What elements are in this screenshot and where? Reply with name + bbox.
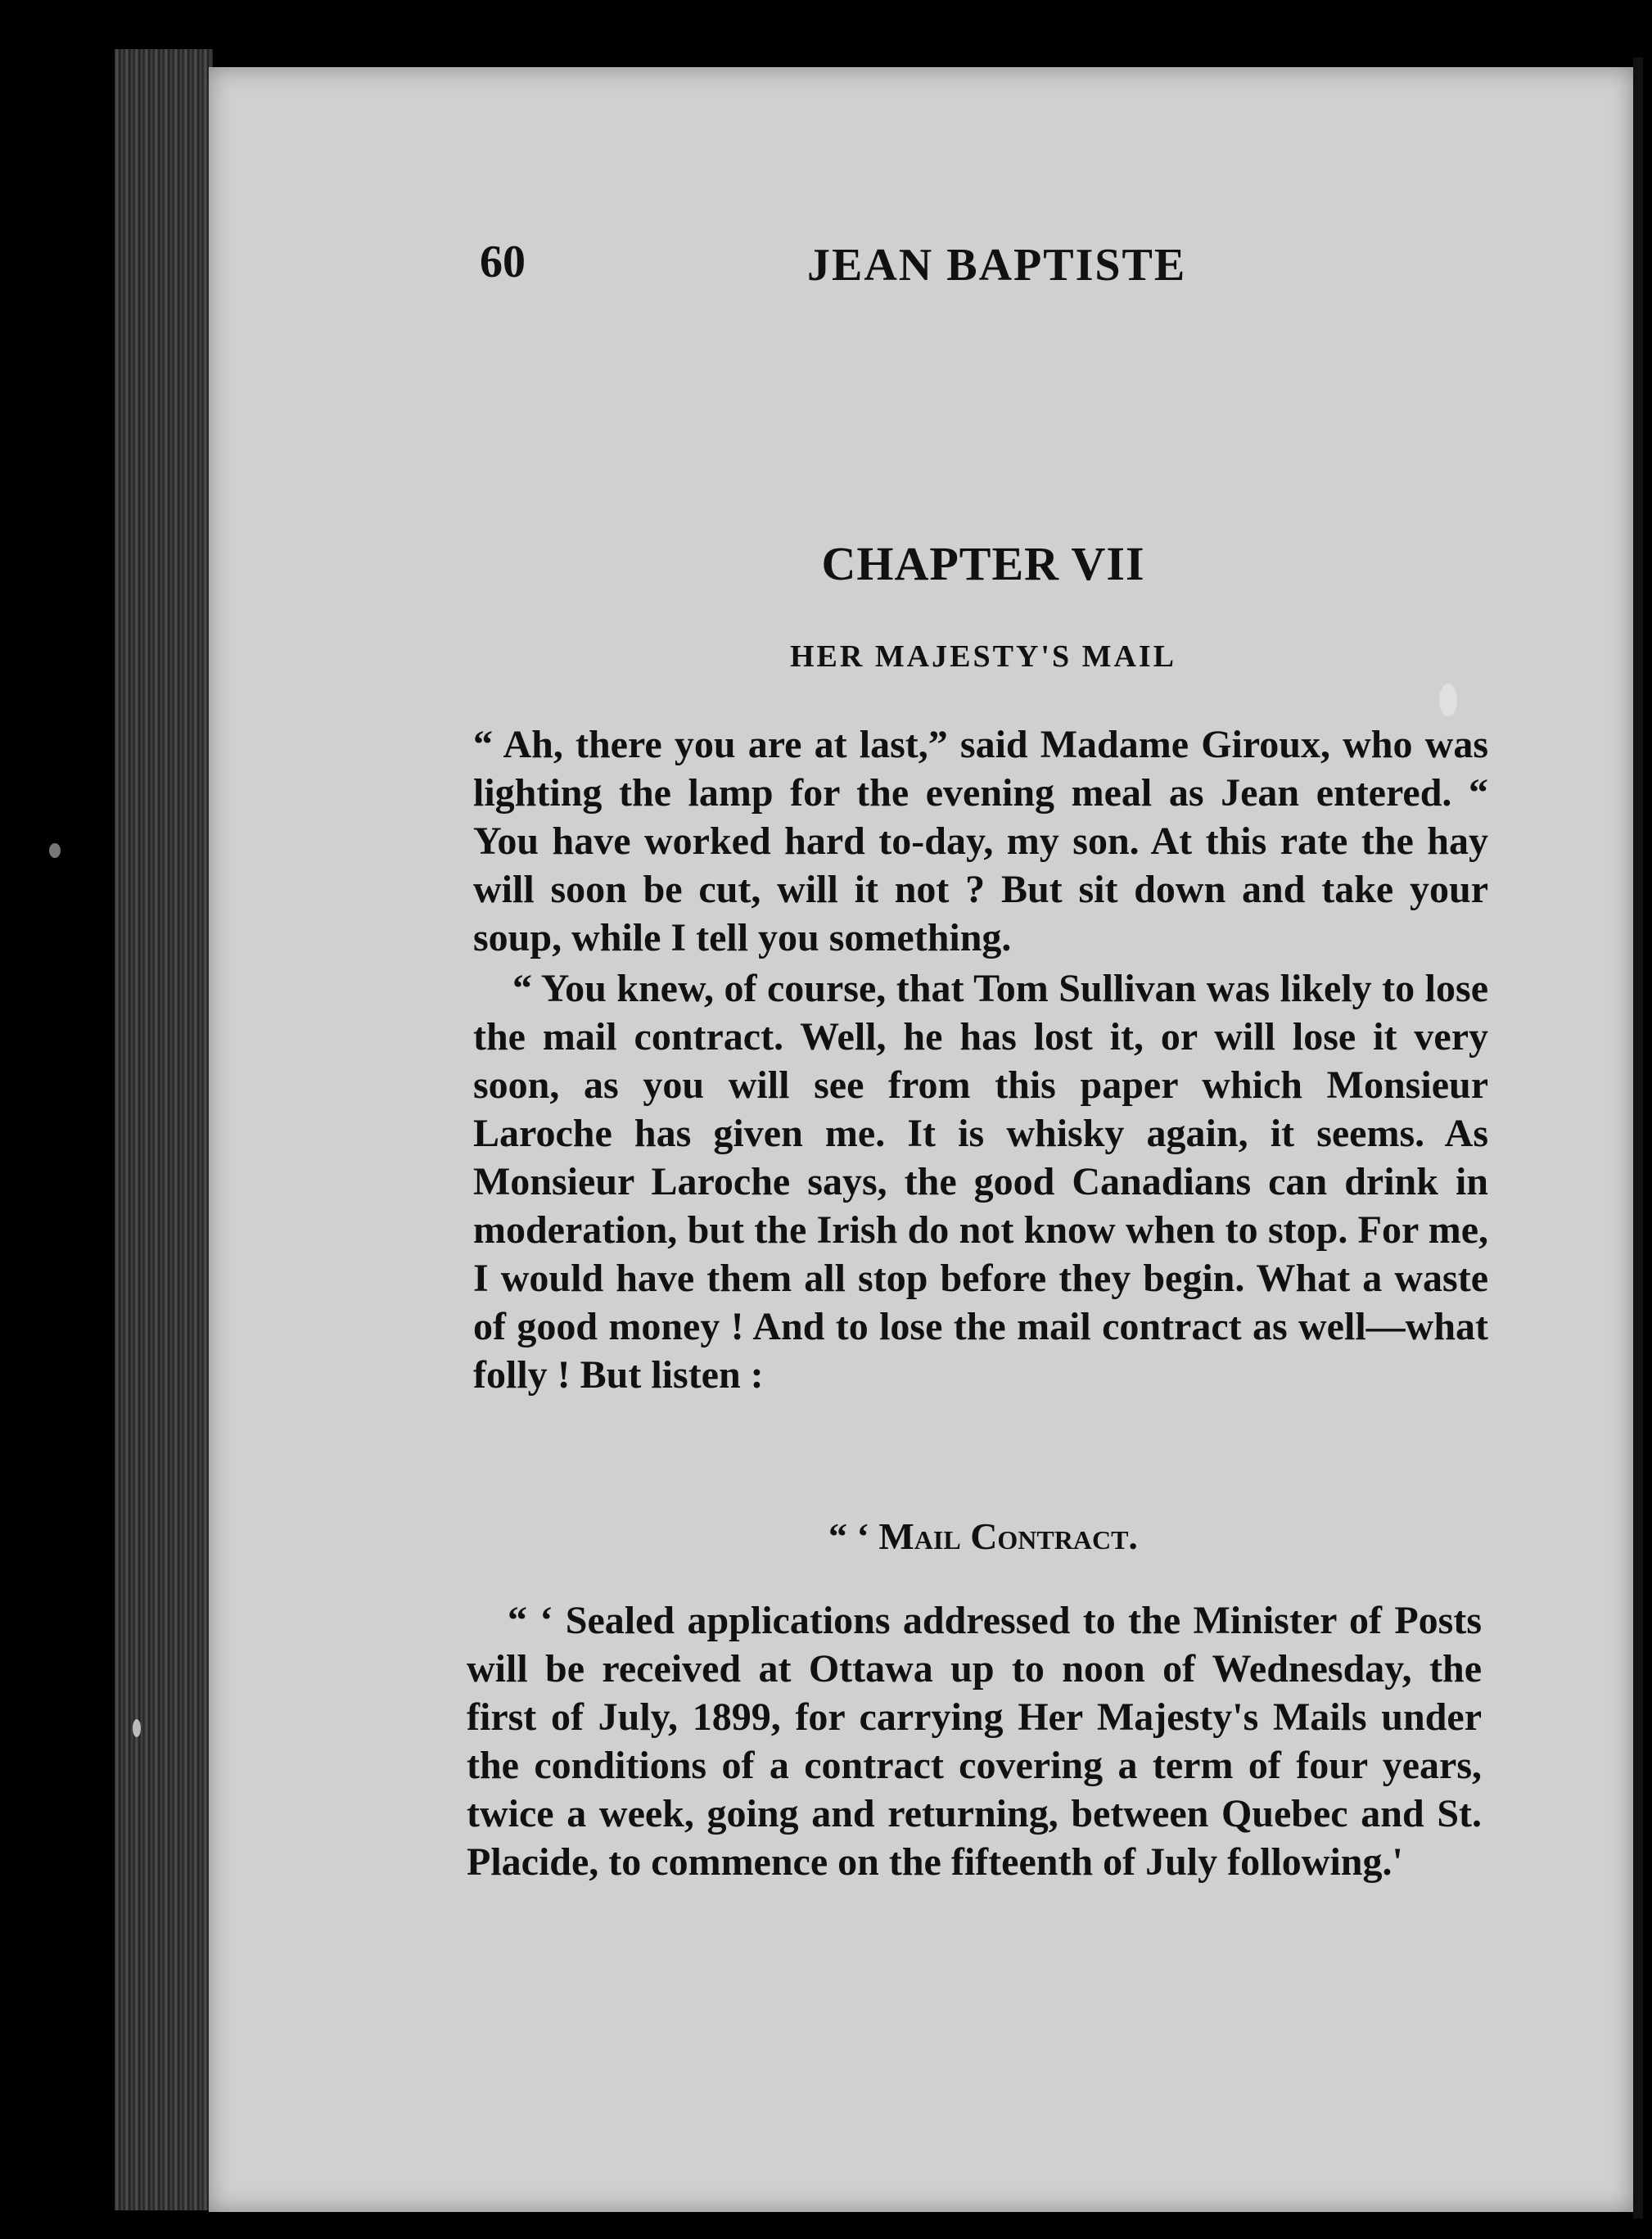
notice-text: “ ‘ Sealed applications addressed to the Minister of Posts will be received at Ottawa up to noon of Wednesday, the first of July, 1899, for carrying Her Majesty's Mails under the conditions of a contract covering a term of four years, twice a week, going and returning, between Quebec and St. Placide, to commence on the fifteenth of July following.' (467, 1599, 1482, 1884)
scan-speck (49, 843, 61, 858)
paragraph-text: “ You knew, of course, that Tom Sullivan was likely to lose the mail contract. Well, he has lost it, or will lose it very soon, as you will see from this paper which Monsieur Laroche has given me. It is whisky again, it seems. As Monsieur Laroche says, the good Canadians can drink in moderation, but the Irish do not know when to stop. For me, I would have them all stop before they begin. What a waste of good money ! And to lose the mail contract as well—what folly ! But listen : (473, 967, 1488, 1397)
page-right-shadow (1633, 57, 1643, 2219)
scan-speck (1439, 684, 1457, 716)
paragraph-text: “ Ah, there you are at last,” said Madame Giroux, who was lighting the lamp for the evening meal as Jean entered. “ You have worked hard to-day, my son. At this rate the hay will soon be cut, will it not ? But sit down and take your soup, while I tell you something. (473, 723, 1488, 959)
book-title: JEAN BAPTISTE (807, 240, 1187, 291)
scan-speck (133, 1719, 141, 1737)
running-head (480, 236, 1372, 301)
body-paragraph-2 (473, 964, 1488, 1399)
page-number: 60 (480, 237, 526, 287)
chapter-heading: CHAPTER VII (821, 537, 1145, 590)
notice-heading: “ ‘ Mail Contract. (828, 1515, 1138, 1557)
book-spine-edge (115, 49, 213, 2210)
chapter-subtitle: HER MAJESTY'S MAIL (789, 639, 1177, 674)
body-paragraph-1 (473, 720, 1488, 962)
